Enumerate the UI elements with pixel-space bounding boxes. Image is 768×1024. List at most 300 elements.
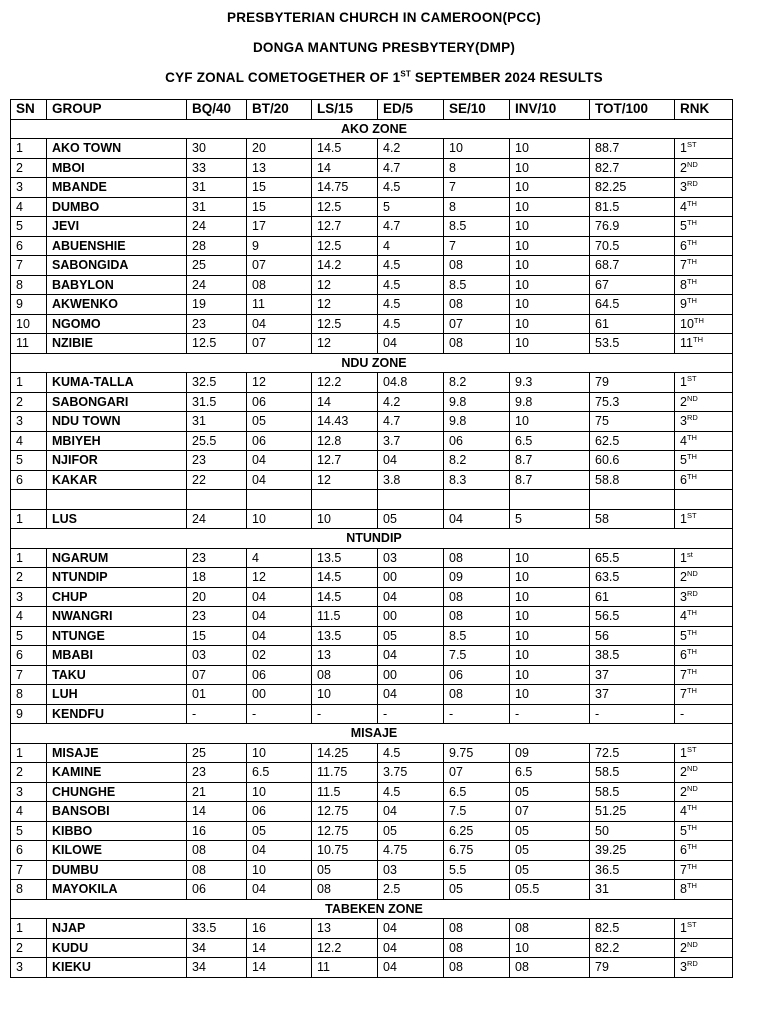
rank-number: 1 [680, 745, 687, 760]
cell-bq: 23 [187, 763, 247, 783]
table-header-row [11, 100, 733, 120]
cell-ed: 4.2 [378, 139, 444, 159]
cell-rnk [675, 256, 733, 276]
cell-bt: 05 [247, 821, 312, 841]
cell-group: KIEKU [47, 958, 187, 978]
cell-bq: 24 [187, 509, 247, 529]
cell-bt: 12 [247, 373, 312, 393]
table-row [11, 256, 733, 276]
cell-ls: 10 [312, 509, 378, 529]
cell-sn: 7 [11, 665, 47, 685]
rank-suffix: TH [686, 627, 697, 637]
col-header-se: SE/10 [444, 100, 510, 120]
rank-suffix: ST [686, 920, 697, 930]
cell-ls: 12.2 [312, 938, 378, 958]
cell-ed: 04 [378, 451, 444, 471]
cell-tot: 72.5 [590, 743, 675, 763]
cell-se: 09 [444, 568, 510, 588]
rank-number: 10 [680, 316, 694, 331]
cell-se: 8.5 [444, 275, 510, 295]
cell-bq: 01 [187, 685, 247, 705]
cell-sn: 4 [11, 802, 47, 822]
cell-tot: - [590, 704, 675, 724]
rank-suffix: RD [686, 179, 698, 189]
cell-bt: 10 [247, 782, 312, 802]
cell-ed: 3.75 [378, 763, 444, 783]
cell-rnk [675, 938, 733, 958]
cell-ls: 12 [312, 334, 378, 354]
cell-tot: 82.7 [590, 158, 675, 178]
table-row [11, 275, 733, 295]
rank-number: 6 [680, 238, 687, 253]
cell-tot: 82.5 [590, 919, 675, 939]
cell-sn: 4 [11, 607, 47, 627]
rank-suffix: ND [686, 393, 698, 403]
cell-group: NGARUM [47, 548, 187, 568]
cell-inv: 08 [510, 958, 590, 978]
rank-number: 8 [680, 882, 687, 897]
cell-inv: 10 [510, 607, 590, 627]
cell-se: 08 [444, 295, 510, 315]
table-row [11, 919, 733, 939]
cell-se: 8.5 [444, 626, 510, 646]
cell-bq: 33.5 [187, 919, 247, 939]
cell-ed: 4.5 [378, 256, 444, 276]
cell-bq: 14 [187, 802, 247, 822]
table-row [11, 392, 733, 412]
cell-ls: 11 [312, 958, 378, 978]
cell-se: 9.8 [444, 392, 510, 412]
cell-rnk [675, 295, 733, 315]
rank-suffix: ST [686, 374, 697, 384]
table-row [11, 626, 733, 646]
cell-ed: 04 [378, 685, 444, 705]
cell-ls: 12.7 [312, 217, 378, 237]
rank-number: 2 [680, 940, 687, 955]
cell-inv: 10 [510, 626, 590, 646]
cell-group: MBABI [47, 646, 187, 666]
cell-tot: 37 [590, 665, 675, 685]
cell-inv: 05 [510, 841, 590, 861]
cell-bq: 31 [187, 412, 247, 432]
cell-ed: 00 [378, 568, 444, 588]
cell-bt: 10 [247, 509, 312, 529]
cell-se: 9.8 [444, 412, 510, 432]
cell-sn: 1 [11, 509, 47, 529]
cell-rnk [675, 548, 733, 568]
cell-inv: 10 [510, 236, 590, 256]
rank-suffix: TH [686, 432, 697, 442]
cell-tot: 82.2 [590, 938, 675, 958]
cell-inv: 8.7 [510, 451, 590, 471]
rank-number: 2 [680, 784, 687, 799]
cell-se: 08 [444, 958, 510, 978]
rank-number: 6 [680, 648, 687, 663]
rank-number: 1 [680, 550, 687, 565]
rank-number: 2 [680, 570, 687, 585]
col-header-ls: LS/15 [312, 100, 378, 120]
cell-ls: 12.75 [312, 802, 378, 822]
cell-bt: 04 [247, 607, 312, 627]
cell-group: JEVI [47, 217, 187, 237]
cell-bt: 4 [247, 548, 312, 568]
cell-group: SABONGIDA [47, 256, 187, 276]
cell-group: BABYLON [47, 275, 187, 295]
cell-rnk [675, 334, 733, 354]
cell-bq: 23 [187, 548, 247, 568]
table-row [11, 685, 733, 705]
cell-rnk [675, 314, 733, 334]
cell-inv: 10 [510, 197, 590, 217]
cell-bq: 08 [187, 841, 247, 861]
col-header-inv: INV/10 [510, 100, 590, 120]
table-row [11, 470, 733, 490]
cell-bt: 06 [247, 392, 312, 412]
cell-bt: 15 [247, 178, 312, 198]
rank-suffix: TH [686, 822, 697, 832]
cell-bq: 34 [187, 958, 247, 978]
cell-ls: 14 [312, 158, 378, 178]
cell-bt: 05 [247, 412, 312, 432]
cell-inv: 10 [510, 295, 590, 315]
cell-se: 08 [444, 256, 510, 276]
cell-inv: 9.3 [510, 373, 590, 393]
cell-rnk [675, 802, 733, 822]
table-row [11, 314, 733, 334]
cell-ls: 12.2 [312, 373, 378, 393]
cell-se: 8.2 [444, 373, 510, 393]
cell-bt: 9 [247, 236, 312, 256]
cell-sn: 7 [11, 860, 47, 880]
rank-suffix: TH [686, 881, 697, 891]
cell-rnk [675, 841, 733, 861]
cell-tot: 58 [590, 509, 675, 529]
cell-sn: 3 [11, 587, 47, 607]
cell-bt: 17 [247, 217, 312, 237]
rank-suffix: RD [686, 413, 698, 423]
rank-suffix: TH [686, 842, 697, 852]
cell-inv: 10 [510, 158, 590, 178]
cell-inv: 05 [510, 782, 590, 802]
cell-ls: 14.2 [312, 256, 378, 276]
cell-ls: 14.75 [312, 178, 378, 198]
cell-se: 7.5 [444, 646, 510, 666]
cell-inv: 5 [510, 509, 590, 529]
cell-group: KUDU [47, 938, 187, 958]
cell-ed: 4.5 [378, 178, 444, 198]
cell-sn: 3 [11, 412, 47, 432]
zone-header-row [11, 119, 733, 139]
cell-group: KILOWE [47, 841, 187, 861]
table-row [11, 431, 733, 451]
cell-rnk [675, 821, 733, 841]
rank-suffix: TH [686, 686, 697, 696]
cell-group: KUMA-TALLA [47, 373, 187, 393]
rank-suffix: TH [686, 198, 697, 208]
cell-ed: 2.5 [378, 880, 444, 900]
cell-sn: 5 [11, 451, 47, 471]
cell-group: ABUENSHIE [47, 236, 187, 256]
cell-rnk [675, 782, 733, 802]
rank-number: 5 [680, 219, 687, 234]
cell-bt: 02 [247, 646, 312, 666]
cell-ls: 13.5 [312, 626, 378, 646]
rank-number: 4 [680, 433, 687, 448]
cell-tot: 61 [590, 314, 675, 334]
cell-inv: 6.5 [510, 763, 590, 783]
cell-inv: 10 [510, 217, 590, 237]
cell-bt: 00 [247, 685, 312, 705]
cell-bt: 04 [247, 470, 312, 490]
cell-bt: 04 [247, 880, 312, 900]
cell-ed: 04 [378, 919, 444, 939]
presbytery-title: DONGA MANTUNG PRESBYTERY(DMP) [252, 40, 516, 55]
cell-rnk [675, 626, 733, 646]
cell-rnk [675, 685, 733, 705]
cell-sn: 1 [11, 373, 47, 393]
cell-rnk [675, 919, 733, 939]
rank-suffix: TH [686, 452, 697, 462]
cell-se: 7 [444, 178, 510, 198]
table-row [11, 704, 733, 724]
cell-ls: 11.5 [312, 607, 378, 627]
cell-bt: 13 [247, 158, 312, 178]
cell-tot: 81.5 [590, 197, 675, 217]
col-header-group: GROUP [47, 100, 187, 120]
table-row [11, 373, 733, 393]
rank-number: 4 [680, 609, 687, 624]
rank-number: 3 [680, 589, 687, 604]
empty-cell [378, 490, 444, 510]
cell-ls: 10 [312, 685, 378, 705]
empty-cell [47, 490, 187, 510]
col-header-bt: BT/20 [247, 100, 312, 120]
cell-group: MISAJE [47, 743, 187, 763]
cell-se: 7 [444, 236, 510, 256]
zone-name: MISAJE [11, 724, 733, 744]
cell-bq: 30 [187, 139, 247, 159]
cell-bq: 32.5 [187, 373, 247, 393]
table-row [11, 509, 733, 529]
cell-se: 6.5 [444, 782, 510, 802]
cell-inv: 10 [510, 568, 590, 588]
cell-rnk [675, 665, 733, 685]
cell-tot: 79 [590, 373, 675, 393]
cell-ls: 08 [312, 880, 378, 900]
cell-group: NDU TOWN [47, 412, 187, 432]
cell-bt: 10 [247, 743, 312, 763]
cell-bq: 28 [187, 236, 247, 256]
rank-number: 1 [680, 375, 687, 390]
cell-tot: 51.25 [590, 802, 675, 822]
cell-tot: 68.7 [590, 256, 675, 276]
table-row [11, 295, 733, 315]
cell-se: 8 [444, 158, 510, 178]
cell-bq: - [187, 704, 247, 724]
cell-sn: 9 [11, 704, 47, 724]
table-row [11, 860, 733, 880]
cell-bq: 25 [187, 256, 247, 276]
table-row [11, 938, 733, 958]
cell-rnk [675, 412, 733, 432]
rank-number: 5 [680, 823, 687, 838]
cell-ed: 4.5 [378, 782, 444, 802]
cell-inv: 05 [510, 821, 590, 841]
cell-tot: 56.5 [590, 607, 675, 627]
empty-cell [444, 490, 510, 510]
cell-sn: 6 [11, 646, 47, 666]
cell-group: TAKU [47, 665, 187, 685]
cell-rnk [675, 646, 733, 666]
cell-ls: 11.5 [312, 782, 378, 802]
table-row [11, 821, 733, 841]
cell-inv: 10 [510, 412, 590, 432]
cell-bt: 08 [247, 275, 312, 295]
cell-rnk [675, 197, 733, 217]
results-table [10, 99, 733, 978]
cell-inv: 10 [510, 685, 590, 705]
rank-suffix: RD [686, 588, 698, 598]
cell-ls: 12.7 [312, 451, 378, 471]
cell-ed: 05 [378, 821, 444, 841]
rank-number: 7 [680, 667, 687, 682]
cell-se: 5.5 [444, 860, 510, 880]
rank-number: 11 [680, 336, 693, 351]
zone-header-row [11, 529, 733, 549]
cell-sn: 11 [11, 334, 47, 354]
cell-sn: 5 [11, 217, 47, 237]
cell-se: 08 [444, 919, 510, 939]
cell-bt: 04 [247, 451, 312, 471]
rank-suffix: ND [686, 569, 698, 579]
cell-ed: 04 [378, 334, 444, 354]
cell-group: CHUNGHE [47, 782, 187, 802]
empty-cell [510, 490, 590, 510]
cell-ed: 04 [378, 938, 444, 958]
table-row [11, 782, 733, 802]
cell-se: 08 [444, 587, 510, 607]
cell-ed: 04 [378, 958, 444, 978]
cell-sn: 8 [11, 685, 47, 705]
cell-bt: 07 [247, 334, 312, 354]
cell-inv: 05.5 [510, 880, 590, 900]
cell-bq: 33 [187, 158, 247, 178]
cell-sn: 1 [11, 743, 47, 763]
cell-inv: - [510, 704, 590, 724]
rank-suffix: TH [686, 471, 697, 481]
cell-ed: 3.7 [378, 431, 444, 451]
cell-rnk [675, 743, 733, 763]
cell-rnk [675, 392, 733, 412]
rank-number: 5 [680, 628, 687, 643]
table-row [11, 548, 733, 568]
cell-inv: 10 [510, 256, 590, 276]
cell-bt: 04 [247, 587, 312, 607]
cell-group: MBOI [47, 158, 187, 178]
cell-inv: 10 [510, 275, 590, 295]
empty-cell [247, 490, 312, 510]
rank-number: 2 [680, 394, 687, 409]
table-row [11, 763, 733, 783]
cell-ls: 12.8 [312, 431, 378, 451]
rank-suffix: ST [686, 510, 697, 520]
cell-bt: 04 [247, 841, 312, 861]
cell-bq: 31 [187, 197, 247, 217]
blank-row [11, 490, 733, 510]
rank-suffix: TH [686, 257, 697, 267]
cell-bt: 10 [247, 860, 312, 880]
cell-ls: - [312, 704, 378, 724]
cell-group: DUMBU [47, 860, 187, 880]
rank-suffix: TH [686, 666, 697, 676]
empty-cell [590, 490, 675, 510]
cell-se: 6.25 [444, 821, 510, 841]
rank-suffix: TH [692, 335, 703, 345]
cell-inv: 10 [510, 665, 590, 685]
cell-tot: 61 [590, 587, 675, 607]
cell-bq: 24 [187, 275, 247, 295]
cell-ls: 14.5 [312, 568, 378, 588]
cell-bq: 25.5 [187, 431, 247, 451]
cell-se: - [444, 704, 510, 724]
cell-tot: 62.5 [590, 431, 675, 451]
rank-suffix: ST [686, 744, 697, 754]
cell-sn: 1 [11, 548, 47, 568]
cell-tot: 70.5 [590, 236, 675, 256]
cell-sn: 2 [11, 568, 47, 588]
cell-ls: 12 [312, 295, 378, 315]
cell-sn: 2 [11, 763, 47, 783]
cell-bt: 20 [247, 139, 312, 159]
rank-number: 7 [680, 258, 687, 273]
rank-number: 6 [680, 472, 687, 487]
zone-header-row [11, 724, 733, 744]
cell-inv: 07 [510, 802, 590, 822]
rank-suffix: TH [686, 608, 697, 618]
cell-sn: 8 [11, 880, 47, 900]
rank-number: 9 [680, 297, 687, 312]
cell-ed: 4.7 [378, 217, 444, 237]
rank-number: 7 [680, 862, 687, 877]
cell-group: NJIFOR [47, 451, 187, 471]
cell-ed: - [378, 704, 444, 724]
cell-tot: 53.5 [590, 334, 675, 354]
cell-se: 8.2 [444, 451, 510, 471]
zone-name: TABEKEN ZONE [11, 899, 733, 919]
rank-number: 6 [680, 843, 687, 858]
cell-rnk [675, 607, 733, 627]
cell-ed: 05 [378, 626, 444, 646]
rank-number: 5 [680, 453, 687, 468]
rank-number: 3 [680, 180, 687, 195]
cell-sn: 6 [11, 841, 47, 861]
table-row [11, 743, 733, 763]
cell-sn: 10 [11, 314, 47, 334]
cell-group: NGOMO [47, 314, 187, 334]
cell-rnk [675, 958, 733, 978]
cell-rnk [675, 587, 733, 607]
cell-inv: 8.7 [510, 470, 590, 490]
cell-inv: 10 [510, 587, 590, 607]
cell-ed: 03 [378, 860, 444, 880]
cell-ed: 05 [378, 509, 444, 529]
cell-bq: 08 [187, 860, 247, 880]
cell-rnk [675, 217, 733, 237]
cell-tot: 88.7 [590, 139, 675, 159]
cell-group: KAMINE [47, 763, 187, 783]
table-row [11, 197, 733, 217]
cell-bq: 31 [187, 178, 247, 198]
